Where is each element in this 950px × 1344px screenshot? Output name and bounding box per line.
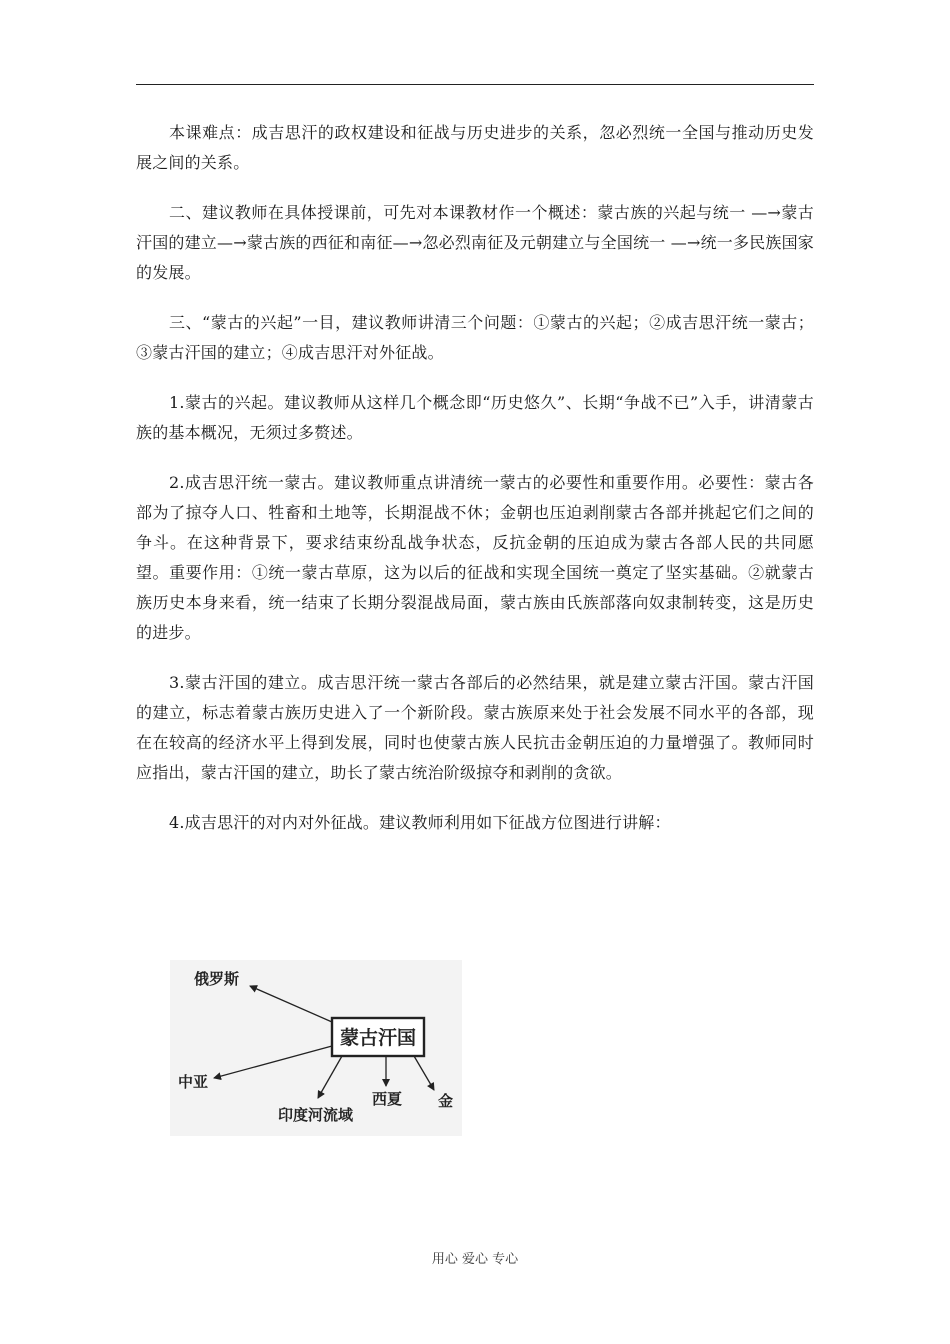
- arrow-to-central-asia: [214, 1046, 332, 1078]
- paragraph-overview: 二、建议教师在具体授课前，可先对本课教材作一个概述：蒙古族的兴起与统一 —→蒙古汗国的建立—→蒙古族的西征和南征—→忽必烈南征及元朝建立与全国统一 —→统一多民族国家的发展。: [136, 203, 814, 282]
- paragraph-rise: 1.蒙古的兴起。建议教师从这样几个概念即“历史悠久”、长期“争战不已”入手，讲清蒙古族的基本概况，无须过多赘述。: [136, 393, 814, 442]
- label-jin: 金: [438, 1092, 454, 1110]
- arrow-to-indus: [318, 1056, 342, 1098]
- paragraph-khanate: 3.蒙古汗国的建立。成吉思汗统一蒙古各部后的必然结果，就是建立蒙古汗国。蒙古汗国的建立，标志着蒙古族历史进入了一个新阶段。蒙古族原来处于社会发展不同水平的各部，现在在较高的经济水平上得到发展，同时也使蒙古族人民抗击金朝压迫的力量增强了。教师同时应指出，蒙古汗国的建立，助长了蒙古统治阶级掠夺和剥削的贪欲。: [136, 673, 814, 782]
- label-russia: 俄罗斯: [194, 970, 240, 988]
- diagram-svg: [170, 960, 462, 1136]
- label-western-xia: 西夏: [372, 1090, 403, 1108]
- paragraph-three-questions: 三、“蒙古的兴起”一目，建议教师讲清三个问题：①蒙古的兴起；②成吉思汗统一蒙古；③蒙古汗国的建立；④成吉思汗对外征战。: [136, 313, 814, 362]
- paragraph-unification: 2.成吉思汗统一蒙古。建议教师重点讲清统一蒙古的必要性和重要作用。必要性：蒙古各部为了掠夺人口、牲畜和土地等，长期混战不休；金朝也压迫剥削蒙古各部并挑起它们之间的争斗。在这种背景下，要求结束纷乱战争状态，反抗金朝的压迫成为蒙古各部人民的共同愿望。重要作用：①统一蒙古草原，这为以后的征战和实现全国统一奠定了坚实基础。②就蒙古族历史本身来看，统一结束了长期分裂混战局面，蒙古族由氏族部落向奴隶制转变，这是历史的进步。: [136, 473, 814, 642]
- page-footer: 用心 爱心 专心: [431, 1252, 519, 1267]
- campaign-direction-diagram: [170, 960, 462, 1136]
- header-rule: [136, 84, 814, 85]
- paragraph-campaigns: 4.成吉思汗的对内对外征战。建议教师利用如下征战方位图进行讲解：: [169, 813, 671, 832]
- document-body: [136, 118, 814, 858]
- label-indus: 印度河流域: [278, 1106, 354, 1124]
- arrow-to-russia: [250, 986, 332, 1022]
- center-label: 蒙古汗国: [339, 1027, 417, 1049]
- paragraph-difficulty: 本课难点：成吉思汗的政权建设和征战与历史进步的关系，忽必烈统一全国与推动历史发展之间的关系。: [136, 123, 814, 172]
- arrow-to-jin: [414, 1056, 434, 1090]
- label-central-asia: 中亚: [178, 1073, 209, 1091]
